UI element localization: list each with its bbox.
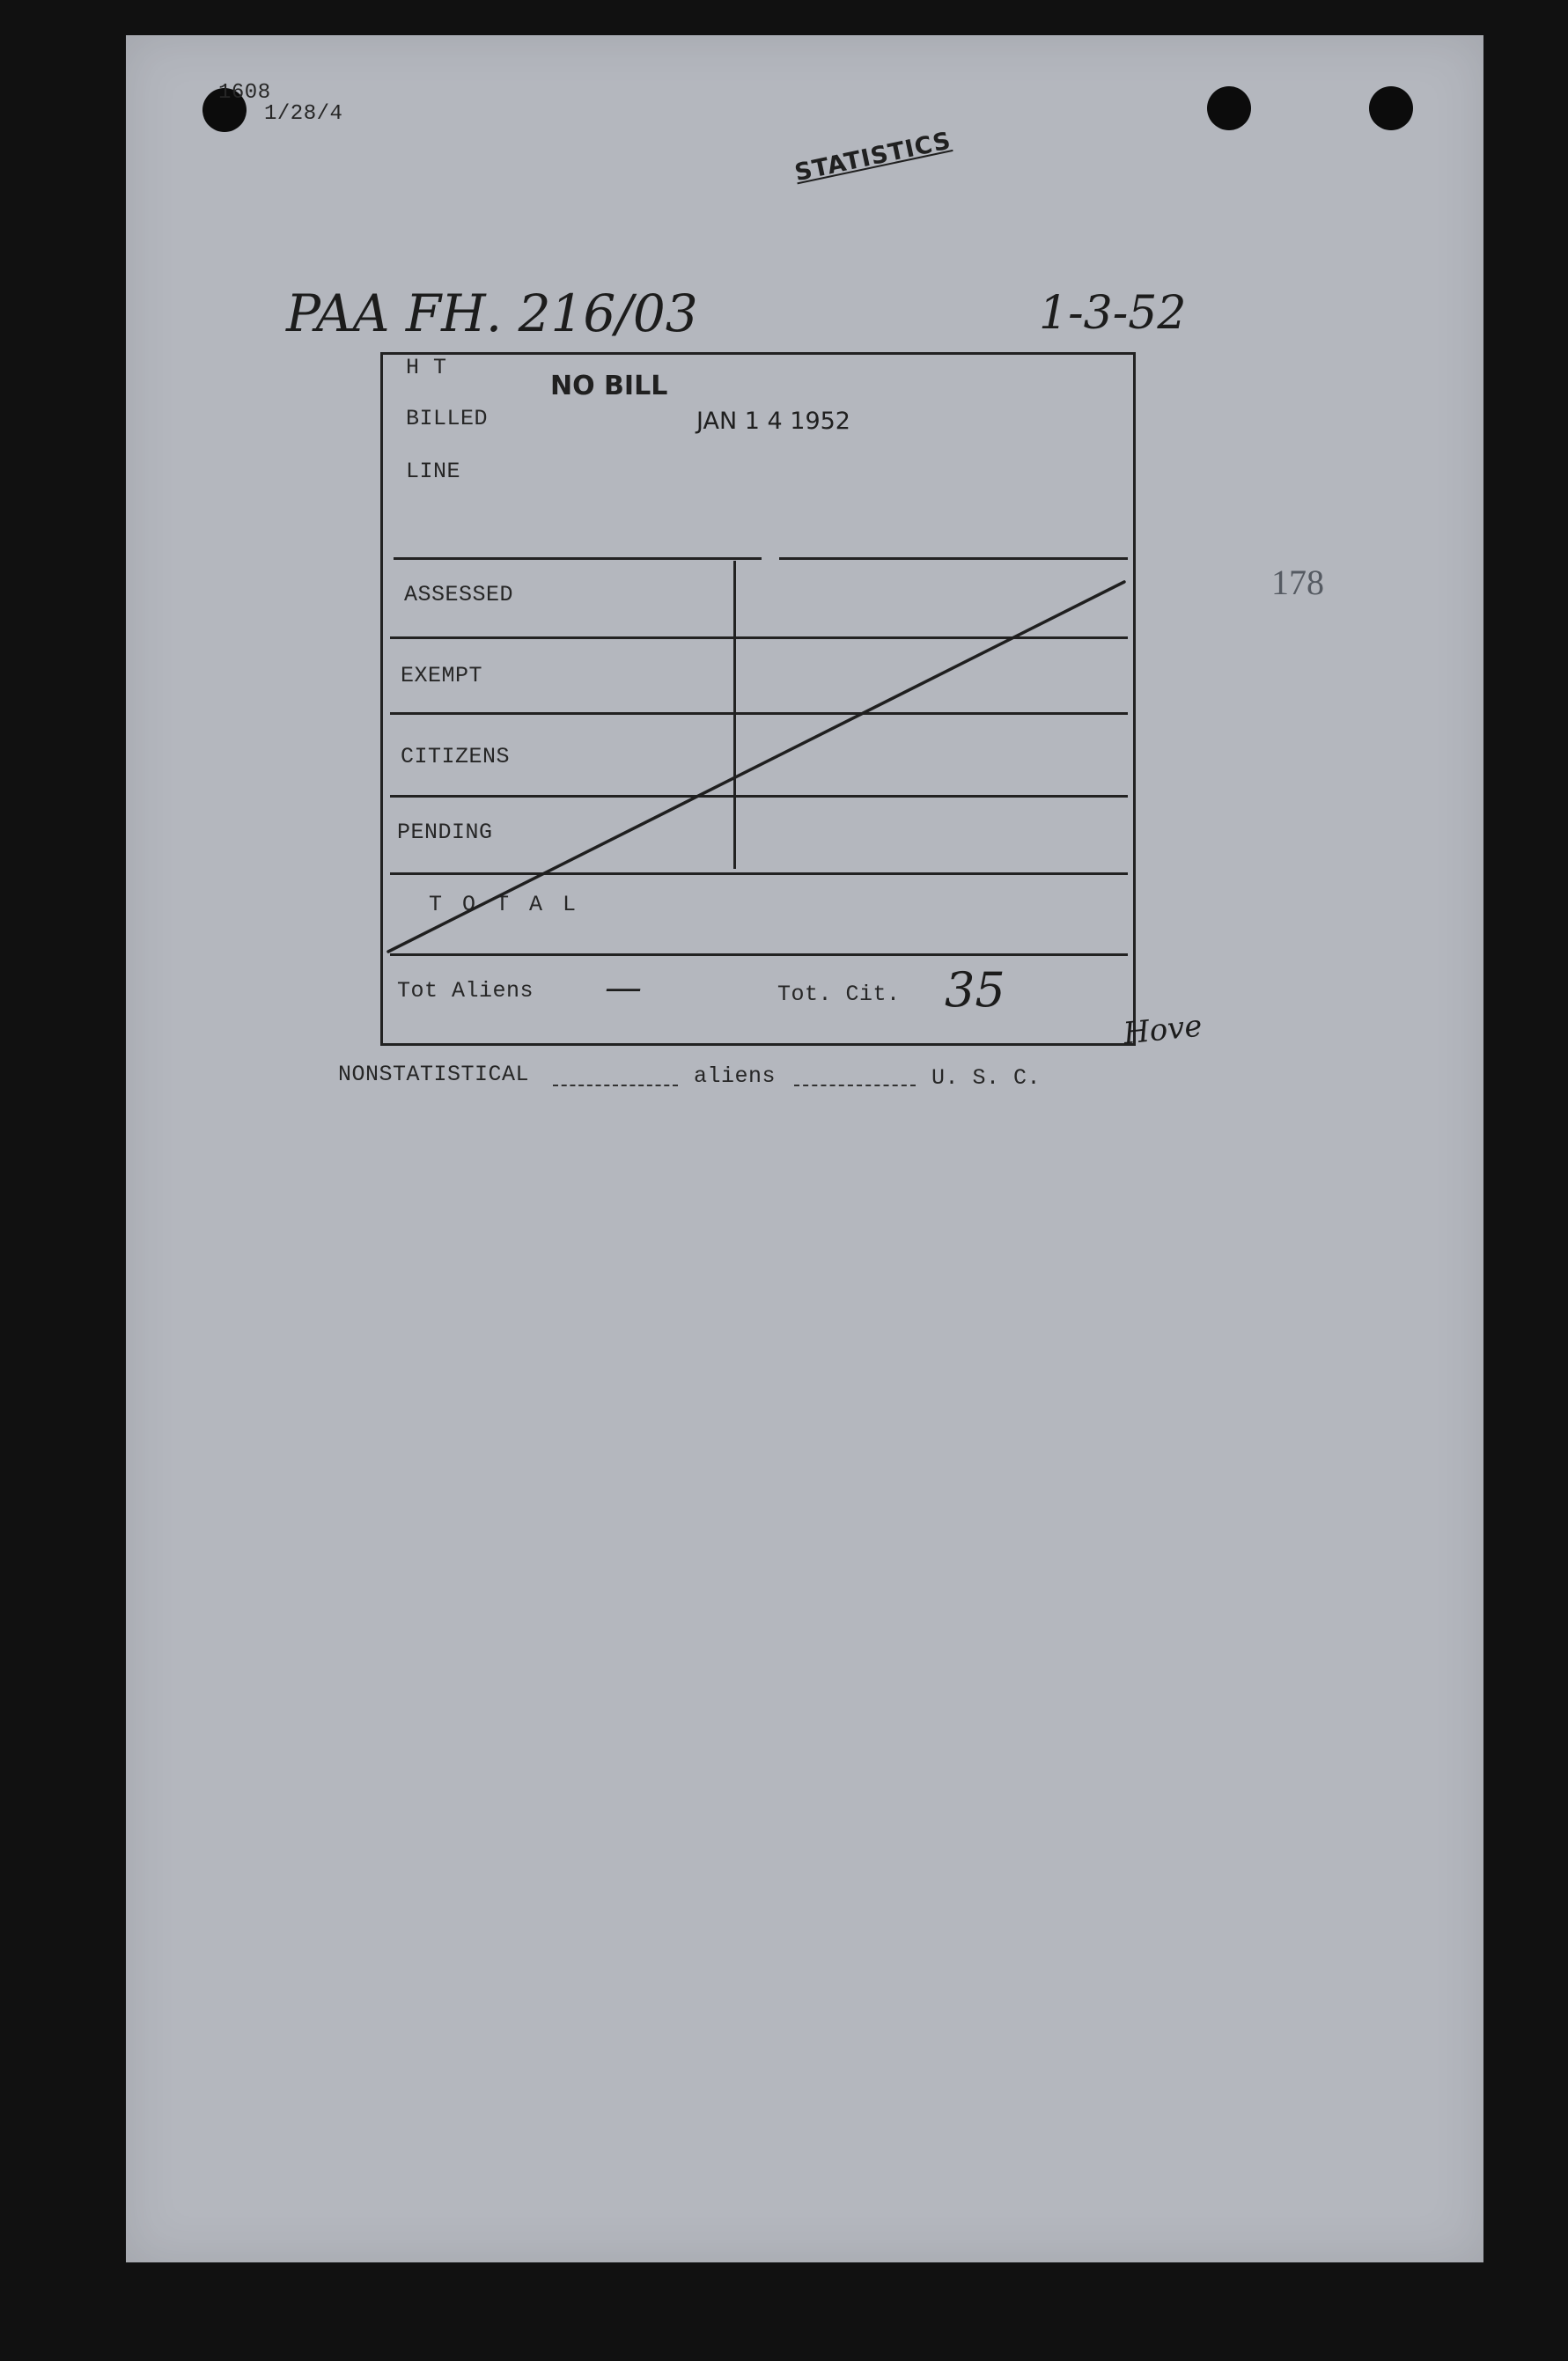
punch-hole	[1369, 86, 1413, 130]
tot-aliens-value: —	[605, 966, 642, 1009]
punch-hole	[1207, 86, 1251, 130]
statistics-stamp: STATISTICS	[792, 127, 954, 188]
diagonal-strike-line	[383, 355, 1133, 1043]
aliens-label: aliens	[694, 1063, 777, 1089]
handwritten-reference: PAA FH. 216/03	[286, 283, 698, 343]
label-ht: H T	[406, 355, 447, 380]
no-bill-stamp: NO BILL	[550, 371, 668, 401]
page-number: 178	[1271, 563, 1324, 602]
aliens-blank	[794, 1085, 916, 1086]
nonstatistical-label: NONSTATISTICAL	[338, 1062, 530, 1087]
date-stamp: JAN 1 4 1952	[696, 408, 850, 435]
tot-cit-label: Tot. Cit.	[777, 982, 901, 1007]
tot-cit-value: 35	[945, 962, 1005, 1018]
statistics-form	[380, 352, 1136, 1046]
row-label-assessed: ASSESSED	[404, 582, 514, 607]
handwritten-initials: Hove	[1122, 1008, 1204, 1052]
handwritten-date: 1-3-52	[1039, 287, 1187, 340]
label-line: LINE	[406, 459, 461, 484]
row-label-exempt: EXEMPT	[401, 663, 483, 688]
row-label-total: T O T A L	[429, 892, 580, 917]
tot-aliens-label: Tot Aliens	[397, 978, 534, 1004]
form-revision-date: 1/28/4	[264, 102, 343, 126]
form-number: 1608	[218, 81, 271, 105]
row-label-pending: PENDING	[397, 820, 493, 845]
row-label-citizens: CITIZENS	[401, 744, 511, 769]
usc-label: U. S. C.	[931, 1065, 1042, 1091]
label-billed: BILLED	[406, 406, 489, 431]
nonstatistical-blank	[553, 1085, 678, 1086]
